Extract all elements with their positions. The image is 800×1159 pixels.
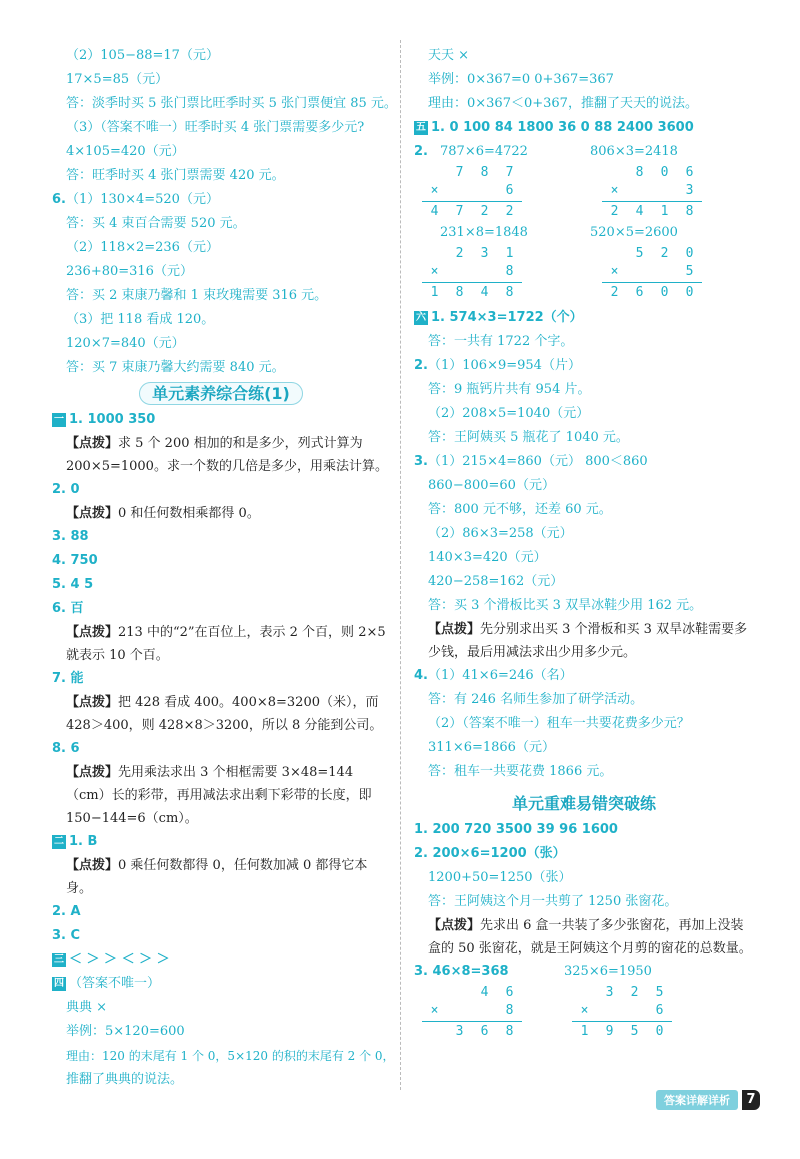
answer-line: 4.（1）41×6=246（名） <box>414 668 573 683</box>
hint-note: 【点拨】求 5 个 200 相加的和是多少，列式计算为 200×5=1000。求一个数的几倍是多少，用乘法计算。 <box>66 436 388 474</box>
answer-line: 举例：0×367=0 0+367=367 <box>428 72 614 87</box>
section-marker-icon: 一 <box>54 413 64 425</box>
answer-line: 举例：5×120=600 <box>66 1024 185 1039</box>
answer-line: 2.（1）106×9=954（片） <box>414 358 581 373</box>
question-number: 6. <box>52 192 66 207</box>
answer-line: 140×3=420（元） <box>428 550 547 565</box>
answer-line: 8. 6 <box>52 741 80 756</box>
vertical-calc-row <box>414 164 754 221</box>
answer-line: 2. 787×6=4722 806×3=2418 <box>414 140 754 164</box>
answer-line: 2. 200×6=1200（张） <box>414 846 566 861</box>
answer-line: 答：一共有 1722 个字。 <box>428 334 574 349</box>
answer-line: 答：有 246 名师生参加了研学活动。 <box>428 692 644 707</box>
vertical-calc-row <box>414 984 754 1041</box>
answer-line: 答：旺季时买 4 张门票需要 420 元。 <box>66 168 285 183</box>
answer-line: 860−800=60（元） <box>428 478 555 493</box>
section-marker-icon: 二 <box>54 835 64 847</box>
answer-line: （2）（答案不唯一）租车一共要花费多少元？ <box>428 716 690 731</box>
question-number: 2. <box>414 358 428 373</box>
hint-note: 【点拨】0 和任何数相乘都得 0。 <box>66 506 260 521</box>
hint-note: 【点拨】213 中的“2”在百位上，表示 2 个百，则 2×5 就表示 10 个百。 <box>66 625 386 663</box>
answer-line: 五 1. 0 100 84 1800 36 0 88 2400 3600 <box>416 120 694 135</box>
answer-line: 17×5=85（元） <box>66 72 169 87</box>
answer-line: 三 ＜ ＞ ＞ ＜ ＞ ＞ <box>54 952 170 967</box>
answer-line: （2）118×2=236（元） <box>66 240 219 255</box>
answer-line: 3. 46×8=368 325×6=1950 <box>414 964 652 979</box>
vertical-calculation: 3 2 5 × 6 1 9 5 0 <box>572 984 672 1041</box>
column-divider <box>400 40 401 1090</box>
vertical-calculation: 5 2 0 × 5 2 6 0 0 <box>602 245 702 302</box>
answer-line: （3）（答案不唯一）旺季时买 4 张门票需要多少元? <box>66 120 365 135</box>
answer-line: 3. 88 <box>52 529 89 544</box>
answer-line: 311×6=1866（元） <box>428 740 555 755</box>
answer-line: 6. 百 <box>52 601 84 616</box>
answer-line: 天天 × <box>428 48 470 63</box>
answer-line: 2. 0 <box>52 482 80 497</box>
answer-line: 答：王阿姨买 5 瓶花了 1040 元。 <box>428 430 629 445</box>
page-number: 7 <box>742 1090 760 1110</box>
footer-label: 答案详解详析 <box>656 1090 738 1110</box>
hint-note: 【点拨】把 428 看成 400。400×8=3200（米），而 428＞400，则 428×8＞3200，所以 8 分能到公司。 <box>66 695 383 733</box>
answer-line: 答：800 元不够，还差 60 元。 <box>428 502 612 517</box>
answer-line: 典典 × <box>66 1000 108 1015</box>
answer-line: 120×7=840（元） <box>66 336 185 351</box>
answer-line: 答：9 瓶钙片共有 954 片。 <box>428 382 591 397</box>
answer-line: 四 （答案不唯一） <box>54 976 161 991</box>
answer-line: 3.（1）215×4=860（元） 800＜860 <box>414 454 648 469</box>
answer-line: 答：买 4 束百合需要 520 元。 <box>66 216 246 231</box>
answer-line: 一 1. 1000 350 <box>54 412 156 427</box>
answer-line: 答：租车一共要花费 1866 元。 <box>428 764 613 779</box>
hint-note: 【点拨】0 乘任何数都得 0，任何数加减 0 都得它本身。 <box>66 858 368 896</box>
answer-line: 420−258=162（元） <box>428 574 564 589</box>
answer-line: 1200+50=1250（张） <box>428 870 572 885</box>
question-number: 4. <box>414 668 428 683</box>
answer-line: 6.（1）130×4=520（元） <box>52 192 219 207</box>
answer-line: （2）86×3=258（元） <box>428 526 573 541</box>
question-number: 3. <box>414 454 428 469</box>
hint-note: 【点拨】先分别求出买 3 个滑板和买 3 双旱冰鞋需要多少钱，最后用减法求出少用多少元。 <box>428 622 748 660</box>
answer-line: 1. 200 720 3500 39 96 1600 <box>414 822 618 837</box>
vertical-calculation: 2 3 1 × 8 1 8 4 8 <box>422 245 522 302</box>
answer-line: 7. 能 <box>52 671 84 686</box>
vertical-calculation: 7 8 7 × 6 4 7 2 2 <box>422 164 522 221</box>
answer-line: 231×8=1848 520×5=2600 <box>440 225 678 240</box>
answer-line: 4×105=420（元） <box>66 144 185 159</box>
section-marker-icon: 四 <box>54 977 64 989</box>
left-column <box>52 44 397 1092</box>
vertical-calc-row <box>414 245 754 302</box>
answer-line: 2. A <box>52 904 81 919</box>
section-marker-icon: 三 <box>54 953 64 965</box>
answer-line: 4. 750 <box>52 553 98 568</box>
answer-line: 3. C <box>52 928 81 943</box>
answer-line: 理由：120 的末尾有 1 个 0，5×120 的积的末尾有 2 个 0， <box>66 1049 395 1063</box>
answer-line: 答：买 2 束康乃馨和 1 束玫瑰需要 316 元。 <box>66 288 328 303</box>
hint-note: 【点拨】先求出 6 盒一共装了多少张窗花，再加上没装盒的 50 张窗花，就是王阿姨这个月剪的窗花的总数量。 <box>428 918 752 956</box>
answer-line: 5. 4 5 <box>52 577 94 592</box>
answer-line: 答：买 3 个滑板比买 3 双旱冰鞋少用 162 元。 <box>428 598 703 613</box>
page-footer <box>656 1089 760 1111</box>
section-title: 单元重难易错突破练 <box>511 794 656 813</box>
section-title: 单元素养综合练(1) <box>52 380 390 408</box>
question-number: 2. <box>414 144 428 159</box>
section-marker-icon: 六 <box>416 311 426 323</box>
answer-line: 236+80=316（元） <box>66 264 193 279</box>
answer-line: 推翻了典典的说法。 <box>66 1072 184 1087</box>
answer-line: （3）把 118 看成 120。 <box>66 312 215 327</box>
vertical-calculation: 8 0 6 × 3 2 4 1 8 <box>602 164 702 221</box>
hint-note: 【点拨】先用乘法求出 3 个相框需要 3×48=144（cm）长的彩带，再用减法求出剩下彩带的长度，即 150−144=6（cm）。 <box>66 765 372 826</box>
vertical-calculation: 4 6 × 8 3 6 8 <box>422 984 522 1041</box>
answer-line: 答：淡季时买 5 张门票比旺季时买 5 张门票便宜 85 元。 <box>66 96 397 111</box>
section-marker-icon: 五 <box>416 121 426 133</box>
answer-line: 答：王阿姨这个月一共剪了 1250 张窗花。 <box>428 894 678 909</box>
right-column <box>414 44 754 1041</box>
answer-line: 答：买 7 束康乃馨大约需要 840 元。 <box>66 360 285 375</box>
answer-line: （2）208×5=1040（元） <box>428 406 590 421</box>
answer-line: 六 1. 574×3=1722（个） <box>416 310 583 325</box>
answer-line: 理由：0×367＜0+367，推翻了天天的说法。 <box>428 96 698 111</box>
answer-line: （2）105−88=17（元） <box>66 48 219 63</box>
answer-line: 二 1. B <box>54 834 98 849</box>
